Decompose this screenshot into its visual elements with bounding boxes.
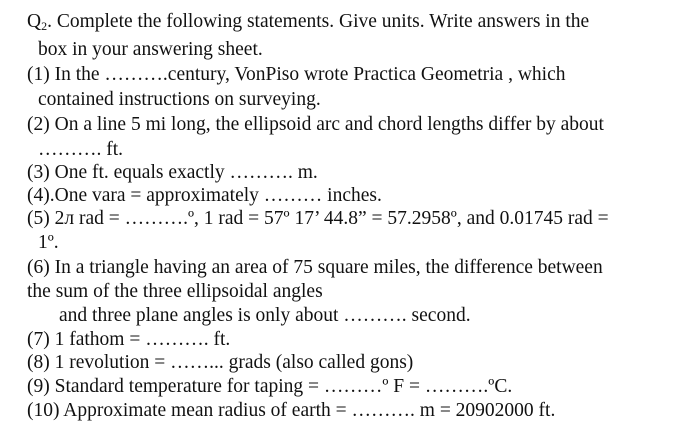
statement-1: (1) In the ……….century, VonPiso wrote Practica Geometria , which — [27, 64, 566, 85]
statement-6: (6) In a triangle having an area of 75 square miles, the difference between — [27, 257, 603, 278]
question-number-subscript: 2 — [41, 19, 48, 33]
statement-10: (10) Approximate mean radius of earth = ………. m = 20902000 ft. — [27, 400, 556, 421]
statement-3: (3) One ft. equals exactly ………. m. — [27, 162, 318, 183]
question-instruction: . Complete the following statements. Give units. Write answers in the — [47, 11, 590, 32]
statement-9: (9) Standard temperature for taping = ………º F = ……….ºC. — [27, 376, 513, 397]
statement-2-continuation: ………. ft. — [38, 139, 124, 160]
statement-5-continuation: 1º. — [38, 232, 59, 253]
statement-4: (4).One vara = approximately ……… inches. — [27, 185, 382, 206]
question-heading — [27, 10, 589, 34]
question-number: Q — [27, 11, 42, 32]
statement-2: (2) On a line 5 mi long, the ellipsoid arc and chord lengths differ by about — [27, 114, 604, 135]
statement-6-continuation-2: and three plane angles is only about ………. second. — [59, 305, 471, 326]
statement-1-continuation: contained instructions on surveying. — [38, 89, 321, 110]
statement-8: (8) 1 revolution = ……... grads (also called gons) — [27, 352, 414, 373]
statement-5: (5) 2л rad = ……….º, 1 rad = 57º 17’ 44.8” = 57.2958º, and 0.01745 rad = — [27, 208, 609, 229]
statement-7: (7) 1 fathom = ………. ft. — [27, 329, 231, 350]
statement-6-continuation-1: the sum of the three ellipsoidal angles — [27, 281, 323, 302]
instruction-continuation: box in your answering sheet. — [38, 39, 263, 60]
